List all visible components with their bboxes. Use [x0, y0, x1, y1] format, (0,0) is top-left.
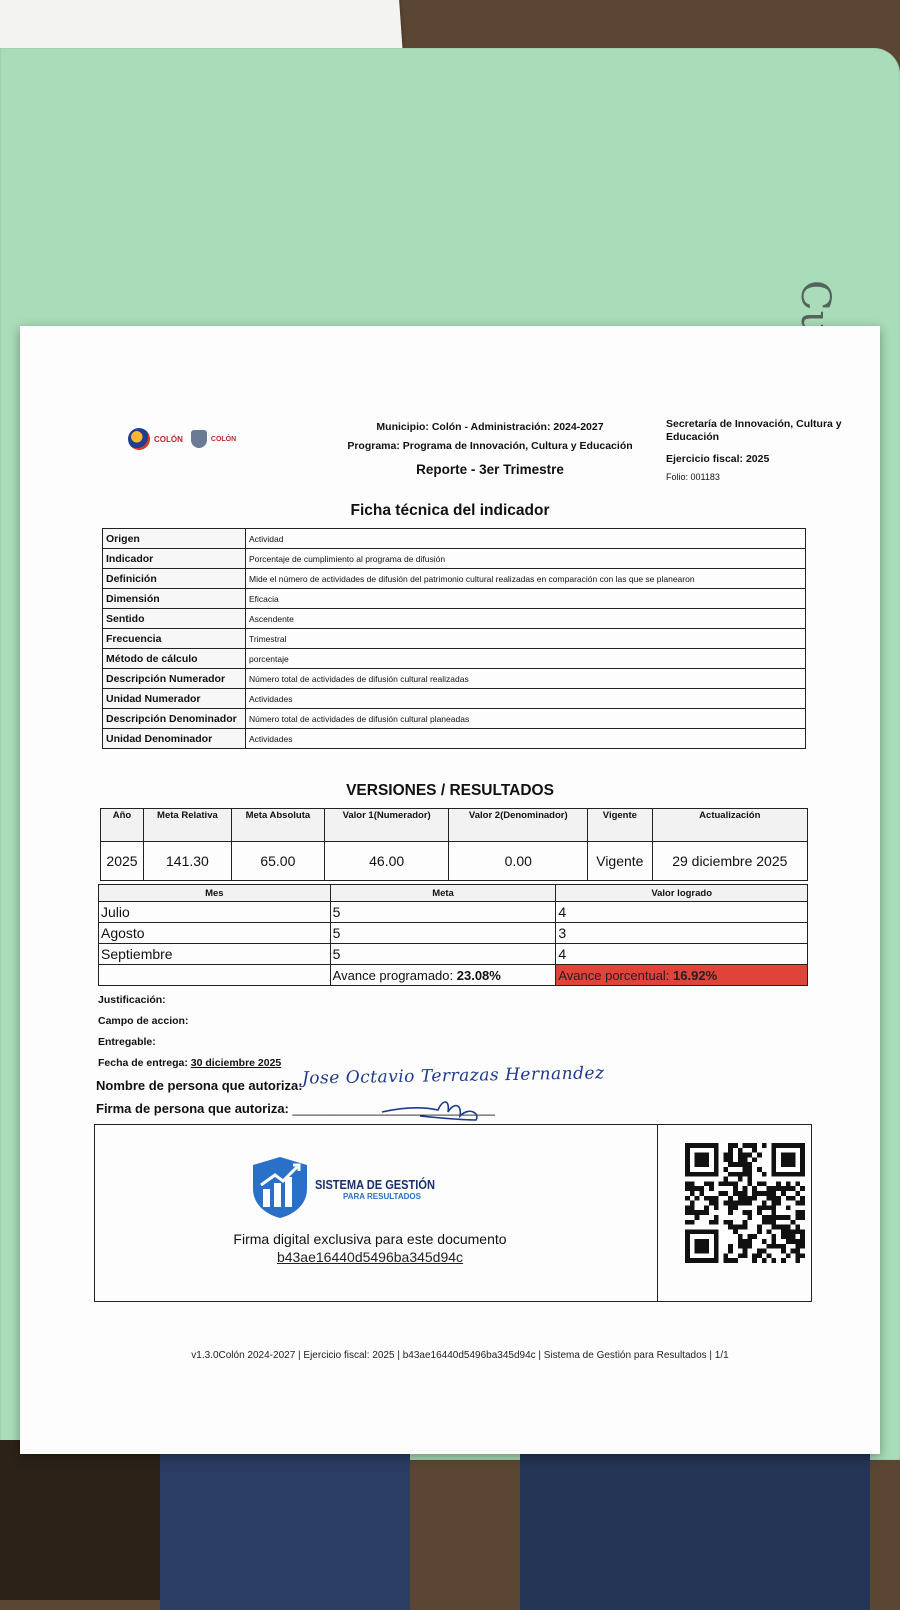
programa-line: Programa: Programa de Innovación, Cultura y Educación: [347, 440, 633, 452]
sgr-shield-icon: [249, 1155, 311, 1219]
versiones-header: Año: [101, 809, 144, 842]
versiones-cell: 46.00: [324, 842, 449, 881]
versiones-table: [100, 808, 808, 881]
mes-cell-valor: 4: [556, 944, 808, 965]
header-logos: [128, 426, 248, 452]
ficha-value: Actividad: [246, 529, 806, 549]
ficha-value: Ascendente: [246, 609, 806, 629]
detalles: [98, 990, 281, 1074]
ficha-value: Actividades: [246, 729, 806, 749]
mes-row: [99, 902, 808, 923]
ficha-value: porcentaje: [246, 649, 806, 669]
mes-row: [99, 944, 808, 965]
municipal-shield-icon: [191, 430, 207, 448]
page-footer: v1.3.0Colón 2024-2027 | Ejercicio fiscal: 2025 | b43ae16440d5496ba345d94c | Sistema de Gestión para Resultados | 1/1: [191, 1350, 729, 1361]
ficha-label: Indicador: [103, 549, 246, 569]
ficha-label: Definición: [103, 569, 246, 589]
sgr-main-text: SISTEMA DE GESTIÓN: [315, 1177, 435, 1192]
versiones-header: Vigente: [588, 809, 652, 842]
municipio-line: Municipio: Colón - Administración: 2024-2027: [376, 421, 604, 433]
avance-porcentual: [556, 965, 808, 986]
fecha-entrega: [98, 1053, 281, 1074]
firma-digital-label: Firma digital exclusiva para este documento: [233, 1231, 507, 1247]
ejercicio-fiscal: Ejercicio fiscal: 2025: [666, 453, 770, 465]
avance-porcentual-value: 16.92%: [673, 967, 718, 983]
mes-row: [99, 923, 808, 944]
ficha-row: [103, 629, 806, 649]
ficha-row: [103, 589, 806, 609]
ficha-label: Descripción Denominador: [103, 709, 246, 729]
report-document: [20, 326, 880, 1454]
sgr-wordmark: [315, 1177, 456, 1201]
versiones-title: VERSIONES / RESULTADOS: [346, 782, 554, 799]
fecha-entrega-label: Fecha de entrega:: [98, 1057, 188, 1069]
report-title: Reporte - 3er Trimestre: [416, 462, 564, 477]
ficha-label: Dimensión: [103, 589, 246, 609]
ficha-value: Eficacia: [246, 589, 806, 609]
meses-header: Meta: [330, 885, 556, 902]
avance-programado-value: 23.08%: [456, 967, 501, 983]
avance-programado-label: Avance programado:: [332, 967, 454, 983]
folio: Folio: 001183: [666, 472, 720, 482]
meses-table: [98, 884, 808, 986]
ficha-value: Actividades: [246, 689, 806, 709]
ficha-row: [103, 709, 806, 729]
meses-header: Valor logrado: [556, 885, 808, 902]
secretaria: Secretaría de Innovación, Cultura y Educación: [666, 418, 842, 443]
versiones-cell: Vigente: [588, 842, 652, 881]
header-center: [290, 418, 690, 456]
ficha-label: Frecuencia: [103, 629, 246, 649]
ficha-label: Descripción Numerador: [103, 669, 246, 689]
avance-empty-cell: [99, 965, 331, 986]
ficha-row: [103, 609, 806, 629]
versiones-header: Meta Relativa: [143, 809, 231, 842]
ficha-label: Unidad Numerador: [103, 689, 246, 709]
mes-cell-valor: 4: [556, 902, 808, 923]
pant-leg-right: [520, 1440, 870, 1610]
ficha-value: Número total de actividades de difusión cultural planeadas: [246, 709, 806, 729]
mes-cell-mes: Septiembre: [99, 944, 331, 965]
ficha-row: [103, 569, 806, 589]
pant-leg-left: [160, 1440, 410, 1610]
ficha-label: Unidad Denominador: [103, 729, 246, 749]
ficha-row: [103, 729, 806, 749]
mes-cell-meta: 5: [330, 902, 556, 923]
logo-text-2: COLÓN: [210, 435, 237, 443]
sgr-sub-text: PARA RESULTADOS: [343, 1192, 421, 1201]
meses-header: Mes: [99, 885, 331, 902]
versiones-header: Valor 1(Numerador): [324, 809, 449, 842]
mes-cell-mes: Agosto: [99, 923, 331, 944]
firma-hash-link[interactable]: b43ae16440d5496ba345d94c: [276, 1249, 464, 1265]
mes-cell-meta: 5: [330, 944, 556, 965]
versiones-cell: 141.30: [143, 842, 231, 881]
folder-handwriting: [698, 280, 838, 320]
ficha-value: Número total de actividades de difusión cultural realizadas: [246, 669, 806, 689]
ficha-table: [102, 528, 806, 749]
mes-cell-mes: Julio: [99, 902, 331, 923]
ficha-row: [103, 669, 806, 689]
ficha-label: Origen: [103, 529, 246, 549]
versiones-cell: 2025: [101, 842, 144, 881]
justificacion-label: Justificación:: [98, 994, 166, 1006]
colon-logo-icon: [128, 428, 150, 450]
versiones-cell: 65.00: [231, 842, 324, 881]
mes-cell-valor: 3: [556, 923, 808, 944]
nombre-autoriza-label: Nombre de persona que autoriza:: [96, 1078, 303, 1093]
ficha-row: [103, 649, 806, 669]
mes-cell-meta: 5: [330, 923, 556, 944]
versiones-header: Valor 2(Denominador): [449, 809, 588, 842]
entregable-label: Entregable:: [98, 1036, 156, 1048]
floor: [0, 1440, 160, 1600]
ficha-row: [103, 529, 806, 549]
avance-row: [99, 965, 808, 986]
ficha-label: Sentido: [103, 609, 246, 629]
signature-scribble: [380, 1094, 500, 1124]
ficha-value: Mide el número de actividades de difusión del patrimonio cultural realizadas en comparación con las que se planearon: [246, 569, 806, 589]
avance-porcentual-label: Avance porcentual:: [558, 967, 670, 983]
ficha-value: Trimestral: [246, 629, 806, 649]
digital-signature-box: [94, 1124, 812, 1302]
firma-autoriza-label: Firma de persona que autoriza:: [96, 1101, 289, 1116]
versiones-cell: 0.00: [449, 842, 588, 881]
ficha-row: [103, 549, 806, 569]
campo-accion-label: Campo de accion:: [98, 1015, 189, 1027]
box-divider: [657, 1125, 658, 1301]
logo-text: COLÓN: [154, 434, 183, 444]
versiones-header: Actualización: [652, 809, 807, 842]
qr-code-icon: [685, 1143, 805, 1263]
ficha-value: Porcentaje de cumplimiento al programa de difusión: [246, 549, 806, 569]
firma-line: ____________________________: [292, 1101, 495, 1116]
ficha-row: [103, 689, 806, 709]
versiones-cell: 29 diciembre 2025: [652, 842, 807, 881]
avance-programado: [330, 965, 556, 986]
versiones-header: Meta Absoluta: [231, 809, 324, 842]
ficha-label: Método de cálculo: [103, 649, 246, 669]
handwritten-name: Jose Octavio Terrazas Hernandez: [301, 1063, 605, 1089]
fecha-entrega-value: 30 diciembre 2025: [190, 1057, 282, 1069]
ficha-title: Ficha técnica del indicador: [350, 502, 550, 519]
